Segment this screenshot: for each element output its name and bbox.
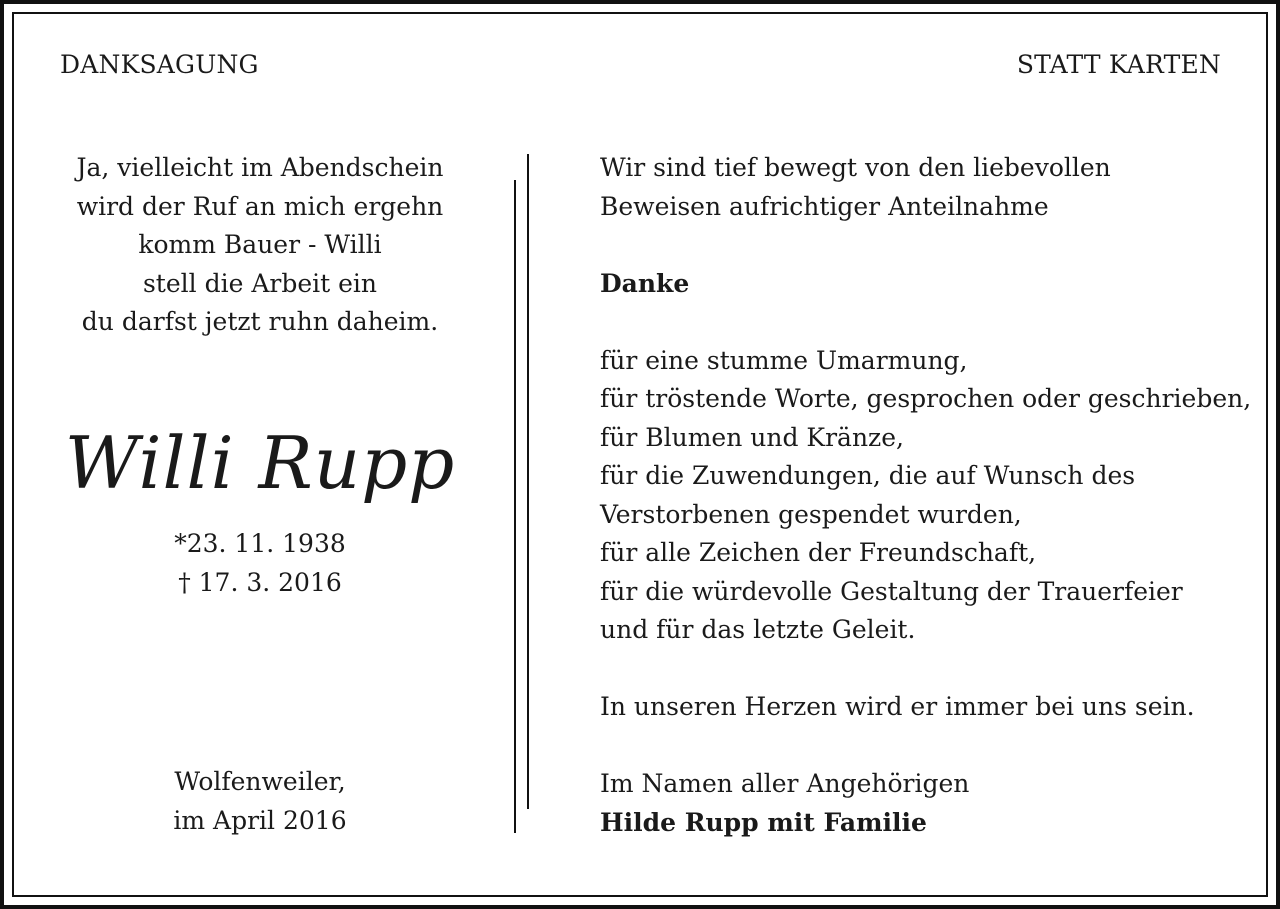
intro-line: Wir sind tief bewegt von den liebevollen (600, 153, 1111, 182)
thanks-item: für die würdevolle Gestaltung der Trauerfeier (600, 576, 1183, 606)
thanks-item: für die Zuwendungen, die auf Wunsch des (600, 461, 1136, 490)
header-left: DANKSAGUNG (60, 50, 259, 79)
place-and-date (60, 763, 460, 840)
thanks-item: für Blumen und Kränze, (600, 422, 904, 452)
poem-line: wird der Ruf an mich ergehn (76, 191, 444, 221)
thank-you-text (600, 149, 1252, 842)
poem-line: du darfst jetzt ruhn daheim. (81, 307, 439, 336)
poem (60, 149, 460, 342)
divider-line-left (514, 180, 516, 833)
spacer (600, 650, 1240, 689)
signature-intro: Im Namen aller Angehörigen (600, 769, 970, 798)
life-dates (60, 525, 460, 602)
spacer (600, 303, 1240, 342)
divider-line-right (527, 154, 529, 809)
place: Wolfenweiler, (174, 767, 346, 796)
thanks-item: für alle Zeichen der Freundschaft, (600, 538, 1037, 567)
birth-date: *23. 11. 1938 (174, 529, 346, 558)
header-right: STATT KARTEN (1016, 50, 1221, 79)
thanks-item: Verstorbenen gespendet wurden, (600, 499, 1022, 529)
signature: Hilde Rupp mit Familie (600, 807, 927, 837)
spacer (600, 727, 1240, 766)
deceased-name: Willi Rupp (64, 421, 456, 505)
poem-line: stell die Arbeit ein (142, 268, 378, 298)
thanks-item: und für das letzte Geleit. (600, 615, 916, 644)
intro-line: Beweisen aufrichtiger Anteilnahme (600, 191, 1049, 221)
poem-line: komm Bauer - Willi (138, 230, 382, 259)
spacer (600, 226, 1240, 265)
poem-line: Ja, vielleicht im Abendschein (76, 153, 444, 182)
closing-line: In unseren Herzen wird er immer bei uns sein. (600, 692, 1195, 721)
thanks-item: für tröstende Worte, gesprochen oder geschrieben, (600, 384, 1252, 413)
date: im April 2016 (173, 805, 347, 835)
death-date: † 17. 3. 2016 (178, 567, 342, 597)
thanks-item: für eine stumme Umarmung, (600, 345, 968, 375)
thanks-heading: Danke (600, 268, 690, 298)
